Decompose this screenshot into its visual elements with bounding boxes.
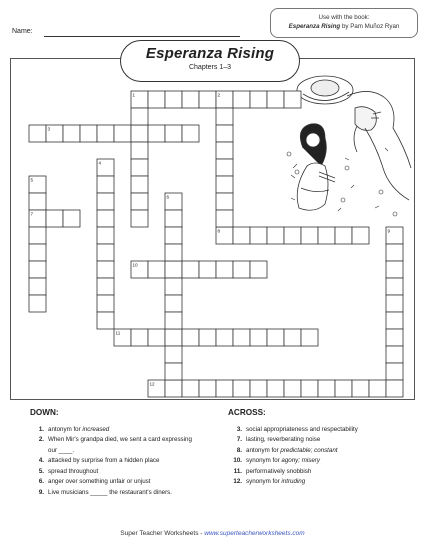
clue-num: 5. bbox=[38, 467, 44, 475]
grid-cell[interactable] bbox=[352, 380, 369, 397]
grid-cell[interactable] bbox=[165, 295, 182, 312]
grid-cell[interactable] bbox=[165, 91, 182, 108]
grid-cell[interactable] bbox=[386, 363, 403, 380]
grid-cell[interactable] bbox=[182, 125, 199, 142]
down-clue bbox=[30, 425, 198, 436]
grid-cell[interactable] bbox=[216, 159, 233, 176]
grid-cell[interactable] bbox=[216, 329, 233, 346]
clue-text: attacked by surprise from a hidden place bbox=[48, 457, 160, 464]
across-clue bbox=[228, 467, 396, 478]
down-clue bbox=[30, 477, 198, 488]
grid-cell[interactable] bbox=[165, 278, 182, 295]
across-clue bbox=[228, 446, 396, 457]
across-clue bbox=[228, 425, 396, 436]
grid-cell[interactable] bbox=[165, 227, 182, 244]
grid-cell[interactable] bbox=[29, 278, 46, 295]
grid-cell[interactable] bbox=[46, 210, 63, 227]
grid-cell[interactable] bbox=[97, 176, 114, 193]
across-clue bbox=[228, 435, 396, 446]
grid-cell[interactable] bbox=[182, 261, 199, 278]
grid-cell[interactable] bbox=[97, 125, 114, 142]
grid-cell[interactable] bbox=[335, 380, 352, 397]
grid-cell[interactable] bbox=[182, 329, 199, 346]
worksheet-subtitle: Chapters 1–3 bbox=[188, 64, 232, 71]
grid-cell[interactable] bbox=[284, 329, 301, 346]
name-label: Name: bbox=[12, 28, 33, 35]
grid-cell[interactable] bbox=[114, 125, 131, 142]
grid-cell[interactable] bbox=[165, 312, 182, 329]
grid-cell[interactable] bbox=[29, 261, 46, 278]
down-clue bbox=[30, 488, 198, 499]
grid-cell[interactable] bbox=[131, 108, 148, 125]
clue-num: 7. bbox=[236, 436, 242, 443]
grid-cell[interactable] bbox=[216, 380, 233, 397]
grid-cell[interactable] bbox=[233, 91, 250, 108]
grid-cell[interactable] bbox=[182, 380, 199, 397]
grid-cell[interactable] bbox=[199, 91, 216, 108]
grid-cell[interactable] bbox=[233, 380, 250, 397]
clue-text: antonym for increased bbox=[48, 425, 110, 433]
grid-cell[interactable] bbox=[233, 261, 250, 278]
clue-num: 10. bbox=[233, 457, 242, 464]
footer: Super Teacher Worksheets - www.superteacherworksheets.com bbox=[120, 530, 305, 537]
clue-number: 1 bbox=[132, 92, 136, 98]
grid-cell[interactable] bbox=[182, 91, 199, 108]
grid-cell[interactable] bbox=[386, 261, 403, 278]
grid-cell[interactable] bbox=[335, 227, 352, 244]
clue-number: 6 bbox=[166, 194, 170, 200]
clue-text: performatively snobbish bbox=[246, 467, 312, 475]
grid-cell[interactable] bbox=[386, 244, 403, 261]
clue-text: lasting, reverberating noise bbox=[246, 436, 321, 443]
grid-cell[interactable] bbox=[63, 125, 80, 142]
grid-cell[interactable] bbox=[97, 193, 114, 210]
grid-cell[interactable] bbox=[131, 159, 148, 176]
grid-cell[interactable] bbox=[131, 125, 148, 142]
grid-cell[interactable] bbox=[29, 125, 46, 142]
grid-cell[interactable] bbox=[216, 210, 233, 227]
grid-cell[interactable] bbox=[131, 142, 148, 159]
grid-cell[interactable] bbox=[216, 193, 233, 210]
grid-cell[interactable] bbox=[267, 380, 284, 397]
grid-cell[interactable] bbox=[97, 312, 114, 329]
grid-cell[interactable] bbox=[29, 295, 46, 312]
grid-cell[interactable] bbox=[250, 380, 267, 397]
footer-brand: Super Teacher Worksheets bbox=[120, 530, 199, 537]
book-line: Use with the book: bbox=[318, 14, 370, 21]
clue-number: 7 bbox=[30, 211, 34, 217]
grid-cell[interactable] bbox=[165, 210, 182, 227]
grid-cell[interactable] bbox=[29, 227, 46, 244]
clue-text: social appropriateness and respectability bbox=[246, 425, 358, 433]
grid-cell[interactable] bbox=[386, 329, 403, 346]
grid-cell[interactable] bbox=[267, 227, 284, 244]
worksheet-title: Esperanza Rising bbox=[145, 45, 275, 62]
grid-cell[interactable] bbox=[63, 210, 80, 227]
clue-text: Live musicians _____ the restaurant's diners. bbox=[48, 488, 172, 496]
grid-cell[interactable] bbox=[386, 295, 403, 312]
grid-cell[interactable] bbox=[97, 227, 114, 244]
clue-num: 4. bbox=[38, 457, 44, 464]
grid-cell[interactable] bbox=[165, 363, 182, 380]
grid-cell[interactable] bbox=[284, 227, 301, 244]
grid-cell[interactable] bbox=[199, 329, 216, 346]
clue-number: 10 bbox=[132, 262, 138, 268]
grid-cell[interactable] bbox=[131, 193, 148, 210]
grid-cell[interactable] bbox=[250, 91, 267, 108]
across-clue bbox=[228, 456, 396, 467]
grid-cell[interactable] bbox=[386, 346, 403, 363]
clue-number: 8 bbox=[217, 228, 221, 234]
grid-cell[interactable] bbox=[216, 125, 233, 142]
grid-cell[interactable] bbox=[29, 244, 46, 261]
grid-cell[interactable] bbox=[165, 346, 182, 363]
footer-link[interactable]: www.superteacherworksheets.com bbox=[204, 530, 305, 537]
grid-cell[interactable] bbox=[301, 227, 318, 244]
grid-cell[interactable] bbox=[386, 312, 403, 329]
across-clue bbox=[228, 477, 396, 488]
grid-cell[interactable] bbox=[386, 380, 403, 397]
down-clues bbox=[30, 408, 198, 498]
grid-cell[interactable] bbox=[216, 108, 233, 125]
grid-cell[interactable] bbox=[216, 176, 233, 193]
grid-cell[interactable] bbox=[369, 380, 386, 397]
grid-cell[interactable] bbox=[250, 261, 267, 278]
grid-cell[interactable] bbox=[131, 210, 148, 227]
grid-cell[interactable] bbox=[199, 380, 216, 397]
clue-text: spread throughout bbox=[48, 467, 99, 475]
clue-num: 9. bbox=[38, 488, 44, 496]
clue-num: 3. bbox=[236, 425, 242, 433]
clue-num: 2. bbox=[38, 436, 44, 443]
grid-cell[interactable] bbox=[165, 244, 182, 261]
grid-cell[interactable] bbox=[284, 380, 301, 397]
book-author: by Pam Muñoz Ryan bbox=[340, 23, 400, 30]
grid-cell[interactable] bbox=[148, 261, 165, 278]
title-banner bbox=[120, 40, 300, 82]
grid-cell[interactable] bbox=[233, 329, 250, 346]
clue-number: 9 bbox=[387, 228, 391, 234]
grid-cell[interactable] bbox=[29, 193, 46, 210]
grid-cell[interactable] bbox=[97, 278, 114, 295]
grid-cell[interactable] bbox=[301, 329, 318, 346]
grid-cell[interactable] bbox=[165, 125, 182, 142]
grid-cell[interactable] bbox=[386, 278, 403, 295]
across-clues bbox=[228, 408, 396, 488]
grid-cell[interactable] bbox=[148, 125, 165, 142]
grid-cell[interactable] bbox=[352, 227, 369, 244]
grid-cell[interactable] bbox=[97, 261, 114, 278]
clue-number: 11 bbox=[115, 330, 121, 336]
clue-num: 6. bbox=[38, 478, 44, 485]
grid-cell[interactable] bbox=[199, 261, 216, 278]
down-heading: DOWN: bbox=[30, 408, 59, 417]
grid-cell[interactable] bbox=[80, 125, 97, 142]
clue-number: 3 bbox=[47, 126, 51, 132]
clue-text: synonym for agony; misery bbox=[246, 457, 320, 464]
clue-number: 12 bbox=[149, 381, 155, 387]
book-title: Esperanza Rising bbox=[288, 23, 341, 30]
grid-cell[interactable] bbox=[250, 329, 267, 346]
grid-cell[interactable] bbox=[97, 244, 114, 261]
grid-cell[interactable] bbox=[131, 329, 148, 346]
grid-cell[interactable] bbox=[165, 329, 182, 346]
grid-cell[interactable] bbox=[97, 295, 114, 312]
clue-num: 12. bbox=[233, 478, 242, 485]
clue-number: 5 bbox=[30, 177, 34, 183]
across-heading: ACROSS: bbox=[228, 408, 266, 417]
grid-cell[interactable] bbox=[250, 227, 267, 244]
grid-cell[interactable] bbox=[165, 261, 182, 278]
down-clue bbox=[30, 435, 198, 456]
grid-cell[interactable] bbox=[97, 210, 114, 227]
grid-cell[interactable] bbox=[148, 329, 165, 346]
grid-cell[interactable] bbox=[216, 261, 233, 278]
clue-num: 8. bbox=[236, 446, 242, 454]
down-clue bbox=[30, 467, 198, 478]
clue-text: When Mir's grandpa died, we sent a card expressing our ____. bbox=[48, 436, 192, 454]
clue-text: anger over something unfair or unjust bbox=[48, 478, 151, 485]
grid-cell[interactable] bbox=[301, 380, 318, 397]
grid-cell[interactable] bbox=[131, 176, 148, 193]
grid-cell[interactable] bbox=[284, 91, 301, 108]
clue-number: 4 bbox=[98, 160, 102, 166]
down-clue bbox=[30, 456, 198, 467]
grid-cell[interactable] bbox=[233, 227, 250, 244]
grid-cell[interactable] bbox=[318, 227, 335, 244]
grid-cell[interactable] bbox=[216, 142, 233, 159]
grid-cell[interactable] bbox=[165, 380, 182, 397]
clue-text: synonym for intruding bbox=[246, 478, 306, 485]
clue-text: antonym for predictable; constant bbox=[246, 446, 338, 454]
clue-number: 2 bbox=[217, 92, 221, 98]
grid-cell[interactable] bbox=[267, 91, 284, 108]
grid-cell[interactable] bbox=[267, 329, 284, 346]
grid-cell[interactable] bbox=[318, 380, 335, 397]
clue-num: 11. bbox=[233, 467, 242, 475]
grid-cell[interactable] bbox=[148, 91, 165, 108]
clue-num: 1. bbox=[38, 425, 44, 433]
